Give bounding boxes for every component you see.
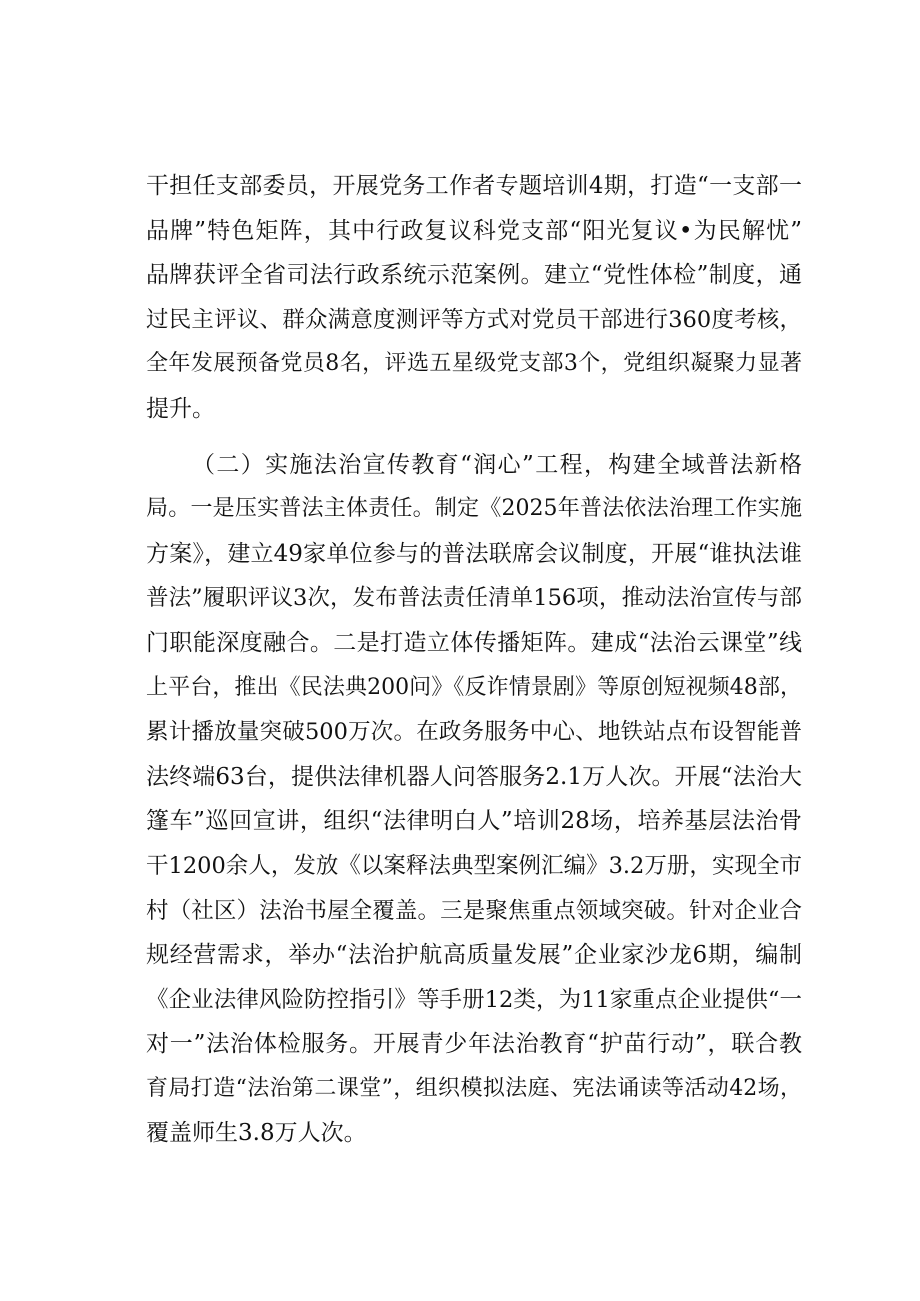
text-line: 方案》，建立49家单位参与的普法联席会议制度，开展“谁执法谁: [146, 540, 802, 567]
text-line: 门职能深度融合。二是打造立体传播矩阵。建成“法治云课堂”线: [146, 629, 802, 656]
text-line: 提升。: [146, 395, 215, 422]
paragraph-party-building-continued: [146, 164, 802, 432]
text-line: 村（社区）法治书屋全覆盖。三是聚焦重点领域突破。针对企业合: [146, 897, 802, 924]
document-body: [146, 164, 802, 1156]
text-line: 品牌”特色矩阵，其中行政复议科党支部“阳光复议•为民解忧”: [146, 217, 802, 244]
text-line: 品牌获评全省司法行政系统示范案例。建立“党性体检”制度，通: [146, 262, 802, 289]
text-line: 《企业法律风险防控指引》等手册12类，为11家重点企业提供“一: [146, 986, 802, 1013]
paragraph-legal-education: [146, 443, 802, 1157]
text-line: 干1200余人，发放《以案释法典型案例汇编》3.2万册，实现全市: [146, 852, 802, 879]
text-line: 干担任支部委员，开展党务工作者专题培训4期，打造“一支部一: [146, 173, 802, 199]
text-line: 育局打造“法治第二课堂”，组织模拟法庭、宪法诵读等活动42场，: [146, 1075, 802, 1101]
text-line: 对一”法治体检服务。开展青少年法治教育“护苗行动”，联合教: [146, 1031, 802, 1058]
text-line: 全年发展预备党员8名，评选五星级党支部3个，党组织凝聚力显著: [146, 351, 802, 377]
text-line: 上平台，推出《民法典200问》《反诈情景剧》等原创短视频48部，: [146, 674, 802, 700]
section-heading-line: （二）实施法治宣传教育“润心”工程，构建全域普法新格: [192, 451, 802, 478]
text-line: 过民主评议、群众满意度测评等方式对党员干部进行360度考核，: [146, 306, 802, 333]
text-line: 累计播放量突破500万次。在政务服务中心、地铁站点布设智能普: [146, 719, 802, 746]
text-line: 覆盖师生3.8万人次。: [146, 1120, 367, 1147]
text-line: 普法”履职评议3次，发布普法责任清单156项，推动法治宣传与部: [146, 585, 802, 612]
text-line: 规经营需求，举办“法治护航高质量发展”企业家沙龙6期，编制: [146, 942, 802, 969]
text-line: 局。一是压实普法主体责任。制定《2025年普法依法治理工作实施: [146, 496, 802, 522]
text-line: 法终端63台，提供法律机器人问答服务2.1万人次。开展“法治大: [146, 763, 802, 790]
text-line: 篷车”巡回宣讲，组织“法律明白人”培训28场，培养基层法治骨: [146, 808, 802, 835]
paragraph-gap: [146, 432, 802, 443]
